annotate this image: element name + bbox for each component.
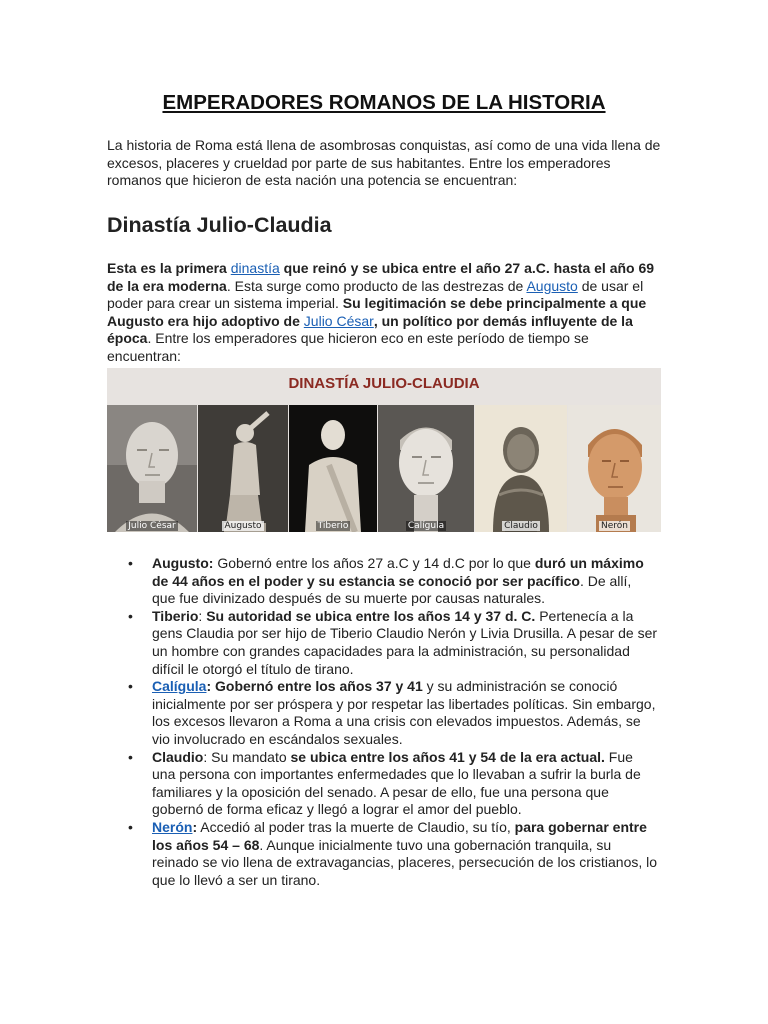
item-bold-text: : <box>192 818 198 835</box>
para-bold-6: , un político por demás influyente de la época <box>107 312 633 347</box>
list-item-augusto <box>128 555 658 608</box>
portrait-julio-cesar <box>107 405 197 532</box>
para-text-7: . Entre los emperadores que hicieron eco en este período de tiempo se encuentran: <box>107 330 589 364</box>
caption-caligula: Calígula <box>407 521 445 531</box>
caption-claudio: Claudio <box>504 521 538 531</box>
item-text: Pertenecía a la gens Claudia por ser hijo de Tiberio Claudio Nerón y Livia Drusilla. A pesar de ser un hombre con grandes capacidades para la administración, su personalidad difícil le otorgó el título de tirano. <box>152 607 658 677</box>
list-item-neron <box>128 819 658 889</box>
para-bold-1: Esta es la primera <box>107 260 231 276</box>
banner-title: DINASTÍA JULIO-CLAUDIA <box>288 375 480 392</box>
item-bold-text: Su autoridad se ubica entre los años 14 y 37 d. C. <box>206 607 536 624</box>
portrait-tiberio <box>289 405 377 532</box>
item-text: : <box>198 607 207 624</box>
bullet-icon: • <box>128 607 133 624</box>
para-bold-2: que reinó y se ubica entre el año 27 a.C. hasta el año 69 de la era moderna <box>107 260 655 294</box>
item-bold-text: para gobernar entre los años 54 – 68 <box>152 818 647 853</box>
item-bold-text: se ubica entre los años 41 y 54 de la era actual. <box>290 748 605 765</box>
caption-tiberio: Tiberio <box>317 521 349 531</box>
caption-julio-cesar: Julio César <box>128 521 176 531</box>
link-dinastia[interactable]: dinastía <box>230 260 280 276</box>
link-caligula[interactable]: Calígula <box>152 678 207 695</box>
list-item-caligula <box>128 678 658 748</box>
item-text: Gobernó entre los años 27 a.C y 14 d.C por lo que <box>213 555 535 571</box>
intro-paragraph: La historia de Roma está llena de asombrosas conquistas, así como de una vida llena de excesos, placeres y crueldad por parte de sus habitantes. Entre los emperadores romanos que hicieron de esta nación una potencia se encuentran: <box>107 137 661 189</box>
section-heading: Dinastía Julio-Claudia <box>107 213 332 237</box>
list-item-claudio <box>128 749 658 819</box>
portrait-augusto <box>198 405 288 532</box>
bullet-icon: • <box>128 748 133 765</box>
portrait-claudio <box>475 405 567 532</box>
item-bold-text: : Gobernó entre los años 37 y 41 <box>206 678 423 695</box>
item-text: . De allí, que fue divinizado después de su muerte por causas naturales. <box>152 572 632 607</box>
link-julio-cesar[interactable]: Julio César <box>303 312 374 329</box>
bullet-icon: • <box>128 818 133 835</box>
portrait-caligula <box>378 405 474 532</box>
bullet-icon: • <box>128 678 133 695</box>
item-bold-text: duró un máximo de 44 años en el poder y su estancia se conoció por ser pacífico <box>152 555 644 589</box>
page-title: EMPERADORES ROMANOS DE LA HISTORIA <box>162 91 606 114</box>
emperor-name: Augusto: <box>152 555 214 571</box>
link-neron[interactable]: Nerón <box>152 818 193 835</box>
link-augusto[interactable]: Augusto <box>526 277 578 294</box>
para-text-3: . Esta surge como producto de las destrezas de <box>226 277 527 294</box>
item-text: y su administración se conoció inicialmente por ser próspera y por respetar las libertades políticas. Sin embargo, los excesos llevaron a Roma a una crisis con elevados impuestos. Además, se vio involucrado en escándalos sexuales. <box>152 678 656 747</box>
para-text-4: de usar el poder para crear un sistema imperial. <box>107 277 644 312</box>
emperor-list <box>128 555 658 889</box>
caption-neron: Nerón <box>601 521 628 531</box>
dynasty-banner-image <box>107 368 661 532</box>
list-item-tiberio <box>128 608 658 678</box>
caption-augusto: Augusto <box>224 521 262 531</box>
emperor-name: Claudio <box>152 748 204 765</box>
item-text: Accedió al poder tras la muerte de Claudio, su tío, <box>197 818 515 835</box>
emperor-name: Tiberio <box>152 607 199 624</box>
para-bold-5: Su legitimación se debe principalmente a que Augusto era hijo adoptivo de <box>107 295 647 329</box>
portrait-neron <box>568 405 661 532</box>
item-text: Fue una persona con importantes enfermedades que lo llevaban a sufrir la burla de familiares y la oposición del senado. A pesar de ello, fue una persona que gobernó de forma eficaz y llegó a lograr el amor del pueblo. <box>152 748 641 818</box>
item-text: : Su mandato <box>203 748 291 765</box>
bullet-icon: • <box>128 555 133 571</box>
dynasty-paragraph <box>107 260 655 366</box>
item-text: . Aunque inicialmente tuvo una gobernación tranquila, su reinado se vio llena de extravagancias, placeres, persecución de los cristianos, lo que lo llevó a ser un tirano. <box>152 836 658 888</box>
